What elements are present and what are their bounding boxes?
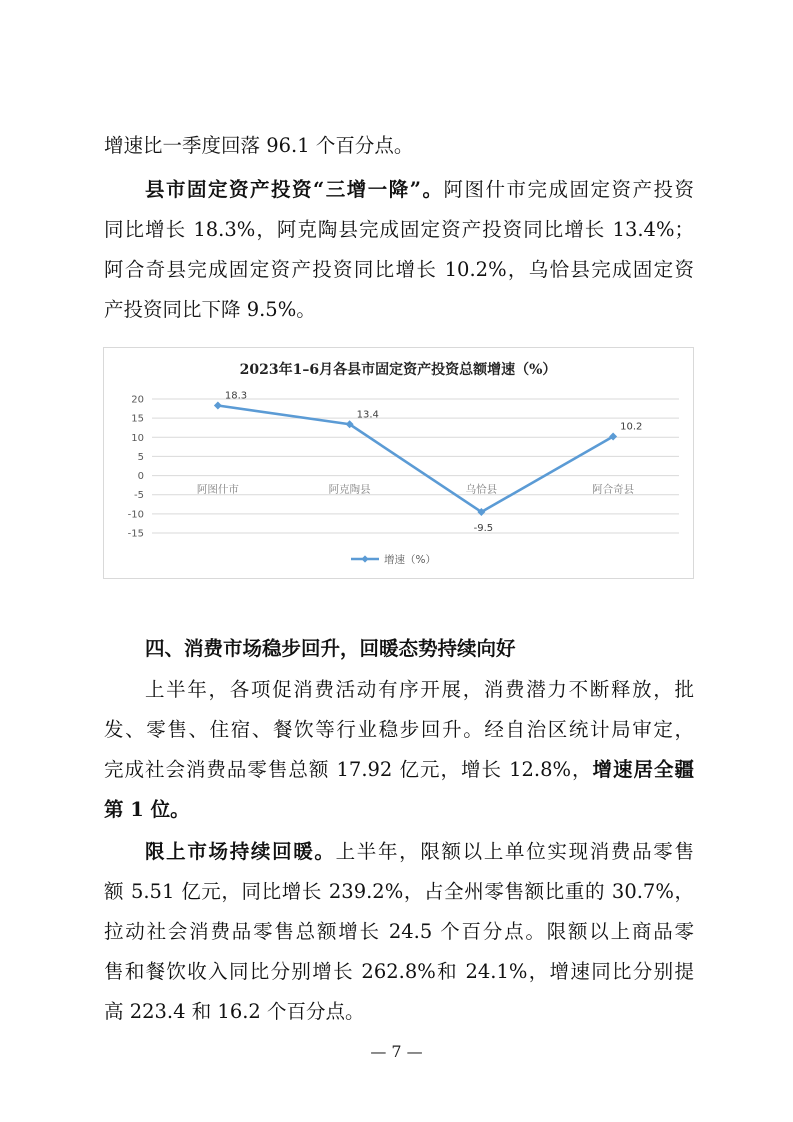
paragraph-line [104, 758, 694, 782]
paragraph-line [145, 840, 694, 864]
bold-lead: 限上市场持续回暖。 [145, 840, 336, 863]
data-point [214, 402, 222, 410]
data-label: 13.4 [356, 409, 379, 421]
y-tick-label: 10 [131, 432, 144, 444]
paragraph-line: 阿合奇县完成固定资产投资同比增长 10.2%，乌恰县完成固定资 [104, 258, 694, 281]
data-label: 10.2 [620, 421, 643, 433]
y-tick-label: 0 [137, 471, 144, 483]
data-label: -9.5 [473, 522, 494, 534]
bold-span: 增速居全疆 [592, 758, 694, 781]
y-tick-label: 20 [131, 394, 144, 406]
category-label: 阿合奇县 [592, 483, 635, 496]
category-label: 阿克陶县 [328, 483, 371, 496]
legend-label: 增速（%） [384, 554, 436, 566]
paragraph-line [145, 178, 694, 202]
y-tick-label: 5 [137, 451, 144, 463]
y-tick-label: -10 [127, 509, 144, 521]
paragraph-line: 发、零售、住宿、餐饮等行业稳步回升。经自治区统计局审定， [104, 718, 694, 741]
paragraph-line: 上半年，各项促消费活动有序开展，消费潜力不断释放，批 [145, 678, 694, 701]
y-tick-label: 15 [131, 413, 144, 425]
chart-title: 2023年1–6月各县市固定资产投资总额增速（%） [239, 362, 557, 378]
text-span: 完成社会消费品零售总额 17.92 亿元，增长 12.8%， [104, 758, 593, 781]
data-label: 18.3 [224, 390, 248, 402]
page-number: — 7 — [370, 1042, 423, 1061]
paragraph-line: 产投资同比下降 9.5%。 [104, 298, 316, 321]
paragraph-line: 额 5.51 亿元，同比增长 239.2%，占全州零售额比重的 30.7%， [104, 880, 694, 903]
bold-lead: 县市固定资产投资“三增一降”。 [145, 178, 444, 201]
text-span: 上半年，限额以上单位实现消费品零售 [335, 840, 694, 863]
text-span: 阿图什市完成固定资产投资 [443, 178, 694, 201]
section-heading: 四、消费市场稳步回升，回暖态势持续向好 [145, 637, 516, 660]
y-tick-label: -5 [134, 490, 144, 502]
paragraph-line: 拉动社会消费品零售总额增长 24.5 个百分点。限额以上商品零 [104, 920, 694, 943]
y-tick-label: -15 [127, 528, 144, 540]
paragraph-line [104, 798, 694, 822]
paragraph-line: 同比增长 18.3%，阿克陶县完成固定资产投资同比增长 13.4%； [104, 218, 694, 241]
paragraph-line: 售和餐饮收入同比分别增长 262.8%和 24.1%，增速同比分别提 [104, 960, 694, 983]
legend-marker [361, 555, 368, 562]
text-span: 增速比一季度回落 96.1 个百分点。 [104, 134, 414, 157]
paragraph-line [104, 134, 694, 158]
paragraph-line: 高 223.4 和 16.2 个百分点。 [104, 1000, 365, 1023]
category-label: 阿图什市 [196, 483, 239, 496]
category-label: 乌恰县 [465, 483, 498, 496]
chart-svg [104, 348, 693, 578]
line-chart [103, 347, 694, 579]
series-line [218, 406, 613, 512]
bold-span: 第 1 位。 [104, 798, 190, 821]
